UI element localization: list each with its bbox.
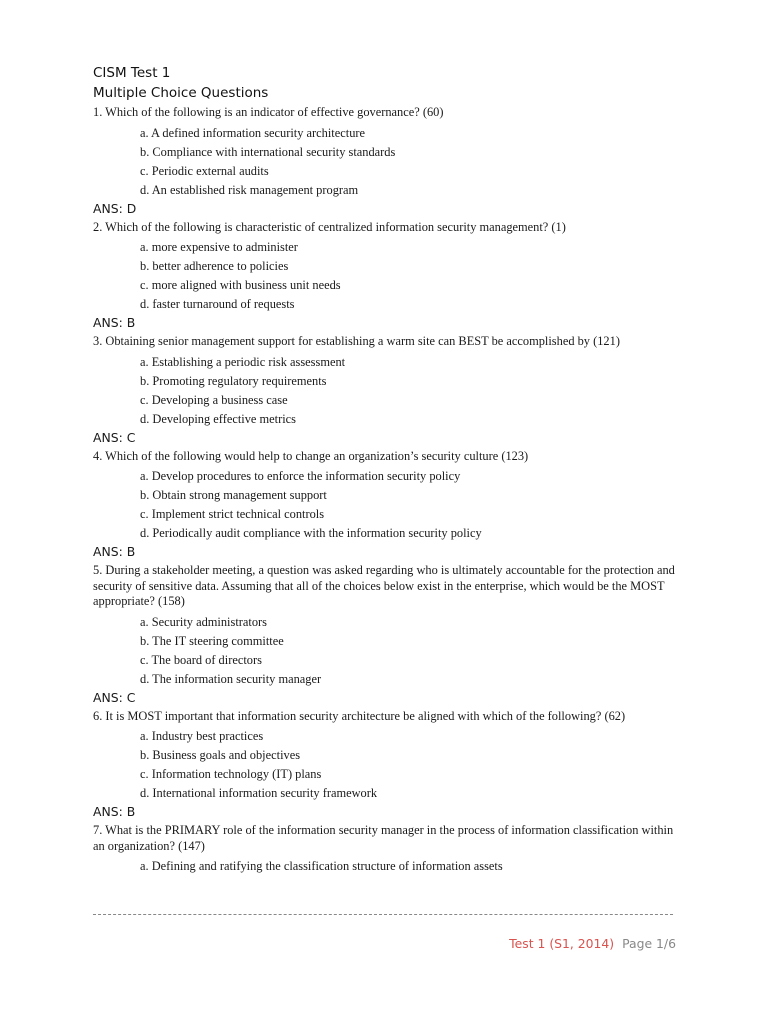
option-item: a. Establishing a periodic risk assessment <box>140 354 346 369</box>
option-item: c. Periodic external audits <box>140 163 269 178</box>
option-item: c. Developing a business case <box>140 392 288 407</box>
footer-divider <box>93 914 673 915</box>
question-block <box>93 449 678 562</box>
option-list <box>93 613 678 689</box>
question-block <box>93 334 678 447</box>
option-item: a. Security administrators <box>140 614 267 629</box>
option-item: d. Developing effective metrics <box>140 411 296 426</box>
question-block <box>93 709 678 822</box>
question-block <box>93 105 678 218</box>
question-text: 3. Obtaining senior management support for establishing a warm site can BEST be accomplished by (121) <box>93 334 620 348</box>
question-text: 1. Which of the following is an indicator of effective governance? (60) <box>93 105 444 119</box>
question-block <box>93 220 678 333</box>
document-subtitle: Multiple Choice Questions <box>93 84 269 101</box>
option-list <box>93 727 678 803</box>
option-list <box>93 238 678 314</box>
option-item: d. The information security manager <box>140 671 322 686</box>
answer-text: ANS: D <box>93 200 137 216</box>
option-item: b. The IT steering committee <box>140 633 284 648</box>
question-text: 4. Which of the following would help to change an organization’s security culture (123) <box>93 448 529 463</box>
option-item: c. The board of directors <box>140 652 262 667</box>
answer-text: ANS: C <box>93 689 136 705</box>
option-item: d. International information security framework <box>140 786 378 800</box>
page-content <box>93 64 678 876</box>
page-footer <box>509 936 676 951</box>
question-text: 7. What is the PRIMARY role of the information security manager in the process of information classification within an organization? (147) <box>93 823 674 853</box>
option-item: d. Periodically audit compliance with the information security policy <box>140 526 482 540</box>
option-list <box>93 857 678 876</box>
footer-test-label: Test 1 (S1, 2014) <box>509 936 615 951</box>
option-item: a. Industry best practices <box>140 729 264 743</box>
option-list <box>93 467 678 543</box>
option-item: a. Develop procedures to enforce the information security policy <box>140 469 461 483</box>
option-item: c. more aligned with business unit needs <box>140 278 341 292</box>
answer-text: ANS: B <box>93 544 136 559</box>
option-item: a. more expensive to administer <box>140 240 298 254</box>
question-block <box>93 823 678 876</box>
option-list <box>93 353 678 429</box>
question-text: 5. During a stakeholder meeting, a question was asked regarding who is ultimately accountable for the protection and security of sensitive data. Assuming that all of the choices below exist in the enterprise, which would be the MOST appropriate? (158) <box>93 563 675 608</box>
option-item: b. better adherence to policies <box>140 259 289 273</box>
option-item: a. Defining and ratifying the classification structure of information assets <box>140 859 503 873</box>
document-title: CISM Test 1 <box>93 65 171 81</box>
option-list <box>93 124 678 200</box>
answer-text: ANS: B <box>93 804 136 819</box>
footer-page-number: Page 1/6 <box>622 936 676 951</box>
option-item: c. Implement strict technical controls <box>140 507 325 521</box>
option-item: d. faster turnaround of requests <box>140 297 295 311</box>
option-item: a. A defined information security architecture <box>140 125 366 140</box>
option-item: b. Compliance with international security standards <box>140 144 396 159</box>
question-text: 6. It is MOST important that information security architecture be aligned with which of the following? (62) <box>93 708 626 723</box>
question-text: 2. Which of the following is characteristic of centralized information security management? (1) <box>93 219 566 234</box>
answer-text: ANS: B <box>93 315 136 330</box>
option-item: d. An established risk management program <box>140 182 359 197</box>
question-block <box>93 563 678 707</box>
option-item: b. Promoting regulatory requirements <box>140 373 327 388</box>
answer-text: ANS: C <box>93 429 136 445</box>
option-item: b. Obtain strong management support <box>140 488 327 502</box>
option-item: b. Business goals and objectives <box>140 748 301 762</box>
option-item: c. Information technology (IT) plans <box>140 767 322 781</box>
